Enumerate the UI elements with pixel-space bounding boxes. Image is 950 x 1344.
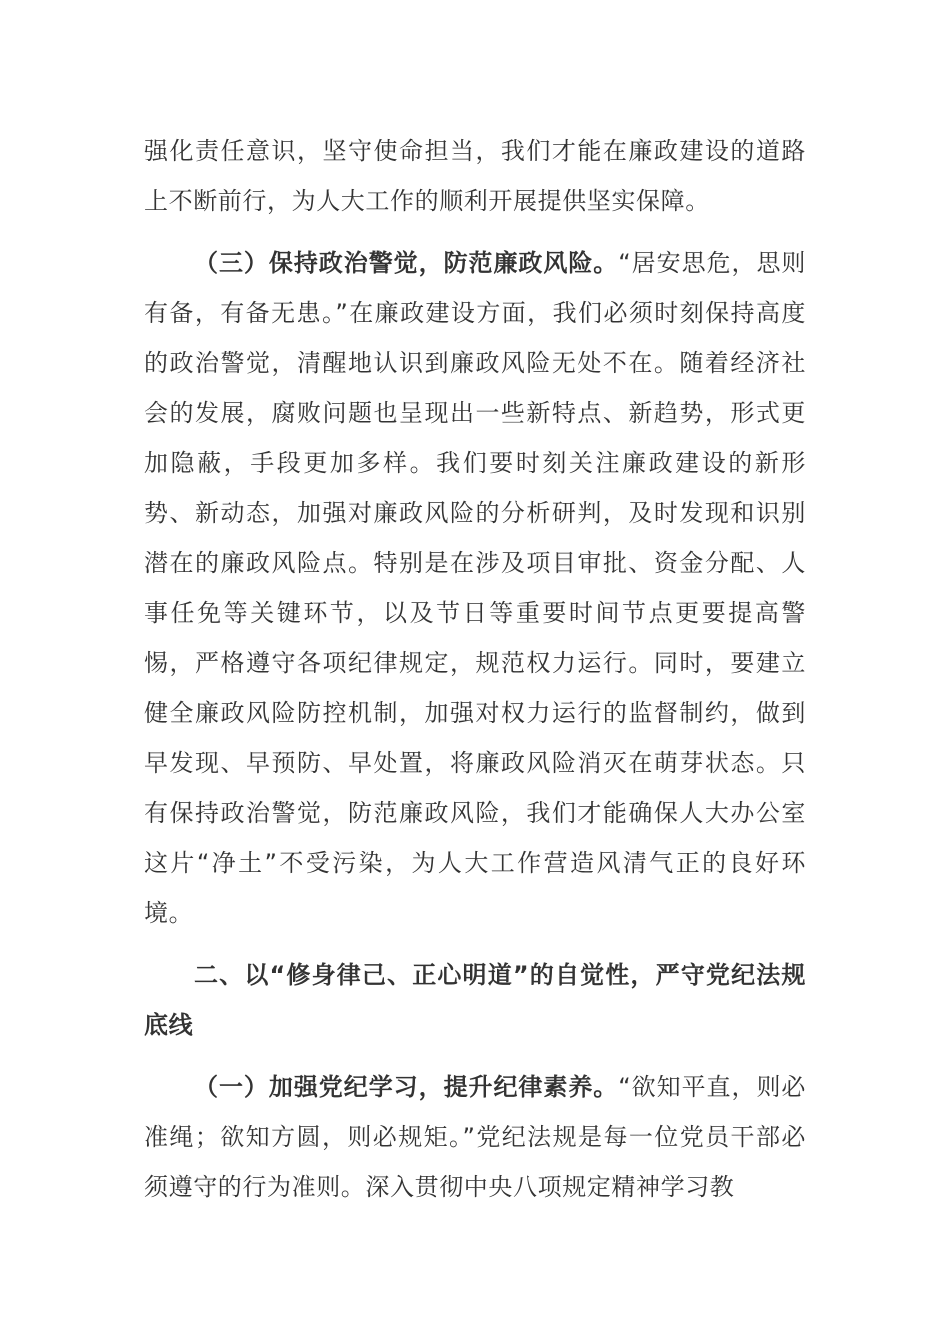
subsection-title: （三）保持政治警觉，防范廉政风险。 <box>194 249 619 277</box>
paragraph-text: 强化责任意识，坚守使命担当，我们才能在廉政建设的道路上不断前行，为人大工作的顺利开展提供坚实保障。 <box>144 137 806 215</box>
section-heading-text: 二、以“修身律己、正心明道”的自觉性，严守党纪法规底线 <box>144 961 806 1039</box>
paragraph-text: “欲知平直，则必准绳；欲知方圆，则必规矩。”党纪法规是每一位党员干部必须遵守的行为准则。深入贯彻中央八项规定精神学习教 <box>144 1073 806 1201</box>
document-body <box>144 126 806 1212</box>
paragraph-continuation <box>144 126 806 226</box>
subsection-title: （一）加强党纪学习，提升纪律素养。 <box>194 1073 619 1101</box>
section-heading <box>144 950 806 1050</box>
paragraph-section-3 <box>144 238 806 938</box>
paragraph-section-1 <box>144 1062 806 1212</box>
paragraph-text: “居安思危，思则有备，有备无患。”在廉政建设方面，我们必须时刻保持高度的政治警觉，清醒地认识到廉政风险无处不在。随着经济社会的发展，腐败问题也呈现出一些新特点、新趋势，形式更加隐蔽，手段更加多样。我们要时刻关注廉政建设的新形势、新动态，加强对廉政风险的分析研判，及时发现和识别潜在的廉政风险点。特别是在涉及项目审批、资金分配、人事任免等关键环节，以及节日等重要时间节点更要提高警惕，严格遵守各项纪律规定，规范权力运行。同时，要建立健全廉政风险防控机制，加强对权力运行的监督制约，做到早发现、早预防、早处置，将廉政风险消灭在萌芽状态。只有保持政治警觉，防范廉政风险，我们才能确保人大办公室这片“净土”不受污染，为人大工作营造风清气正的良好环境。 <box>144 249 806 927</box>
